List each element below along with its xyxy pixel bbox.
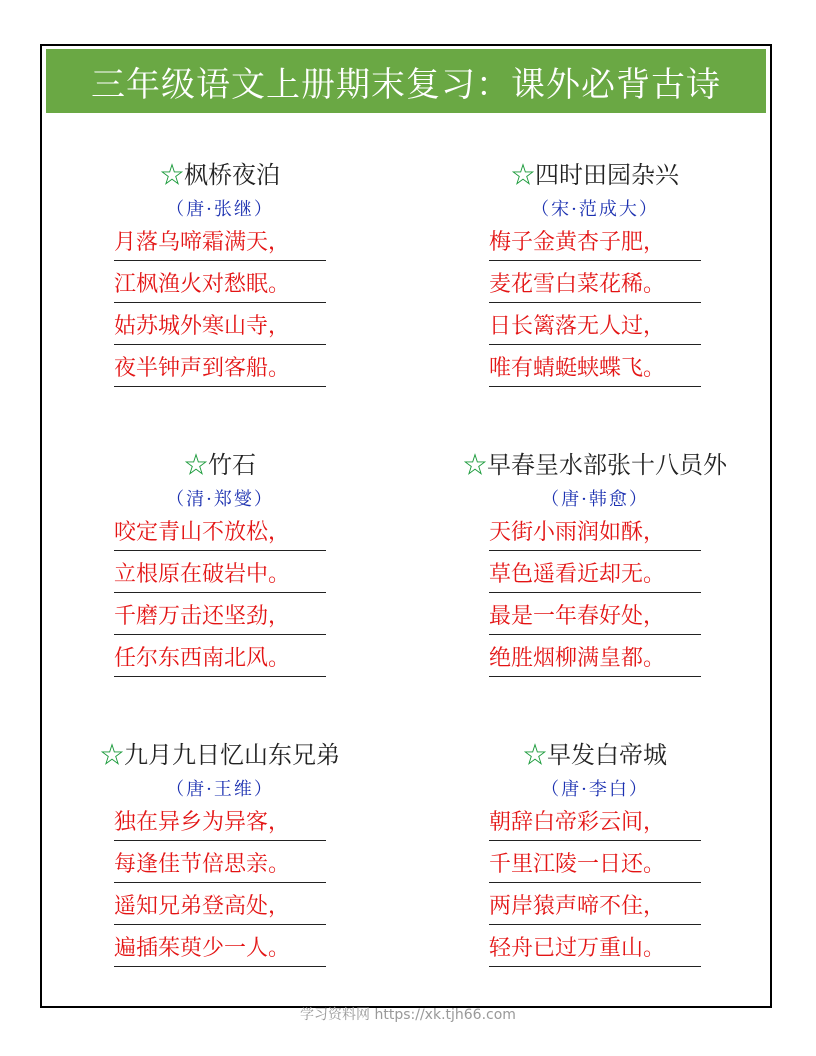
poem-line: 夜半钟声到客船。 <box>114 353 326 387</box>
poem-line: 梅子金黄杏子肥， <box>489 227 701 261</box>
page-title: 三年级语文上册期末复习：课外必背古诗 <box>91 64 721 105</box>
poem-line: 最是一年春好处， <box>489 601 701 635</box>
poem-card-2 <box>445 157 745 395</box>
poem-line: 月落乌啼霜满天， <box>114 227 326 261</box>
poem-line: 绝胜烟柳满皇都。 <box>489 643 701 677</box>
poem-line: 每逢佳节倍思亲。 <box>114 849 326 883</box>
poem-line: 咬定青山不放松， <box>114 517 326 551</box>
star-icon: ☆ <box>523 741 547 769</box>
poem-line: 轻舟已过万重山。 <box>489 933 701 967</box>
poem-title: ☆枫桥夜泊 <box>160 161 280 189</box>
poem-card-5 <box>70 737 370 975</box>
title-banner <box>46 49 766 113</box>
poem-line: 遍插茱萸少一人。 <box>114 933 326 967</box>
poem-line: 立根原在破岩中。 <box>114 559 326 593</box>
star-icon: ☆ <box>100 741 124 769</box>
poem-title: ☆九月九日忆山东兄弟 <box>100 741 340 769</box>
poem-line: 唯有蜻蜓蛱蝶飞。 <box>489 353 701 387</box>
poem-line: 麦花雪白菜花稀。 <box>489 269 701 303</box>
poem-card-1 <box>70 157 370 395</box>
poem-author: （唐·张继） <box>166 199 274 220</box>
poem-line: 草色遥看近却无。 <box>489 559 701 593</box>
poem-line: 任尔东西南北风。 <box>114 643 326 677</box>
poem-line: 独在异乡为异客， <box>114 807 326 841</box>
star-icon: ☆ <box>160 161 184 189</box>
poem-line: 天街小雨润如酥， <box>489 517 701 551</box>
poem-line: 江枫渔火对愁眠。 <box>114 269 326 303</box>
poem-line: 日长篱落无人过， <box>489 311 701 345</box>
poem-author: （清·郑燮） <box>166 489 274 510</box>
poem-line: 遥知兄弟登高处， <box>114 891 326 925</box>
poem-title: ☆早发白帝城 <box>523 741 667 769</box>
poem-title: ☆四时田园杂兴 <box>511 161 679 189</box>
poem-author: （宋·范成大） <box>531 199 659 220</box>
poem-line: 朝辞白帝彩云间， <box>489 807 701 841</box>
poem-title: ☆竹石 <box>184 451 256 479</box>
poem-author: （唐·韩愈） <box>541 489 649 510</box>
poem-line: 千里江陵一日还。 <box>489 849 701 883</box>
poem-line: 千磨万击还坚劲， <box>114 601 326 635</box>
star-icon: ☆ <box>511 161 535 189</box>
poem-card-3 <box>70 447 370 685</box>
poem-author: （唐·李白） <box>541 779 649 800</box>
poem-card-4 <box>445 447 745 685</box>
poem-line: 姑苏城外寒山寺， <box>114 311 326 345</box>
poem-author: （唐·王维） <box>166 779 274 800</box>
star-icon: ☆ <box>184 451 208 479</box>
poem-card-6 <box>445 737 745 975</box>
star-icon: ☆ <box>463 451 487 479</box>
footer-watermark: 学习资料网 https://xk.tjh66.com <box>300 1007 516 1023</box>
poem-line: 两岸猿声啼不住， <box>489 891 701 925</box>
poem-title: ☆早春呈水部张十八员外 <box>463 451 727 479</box>
